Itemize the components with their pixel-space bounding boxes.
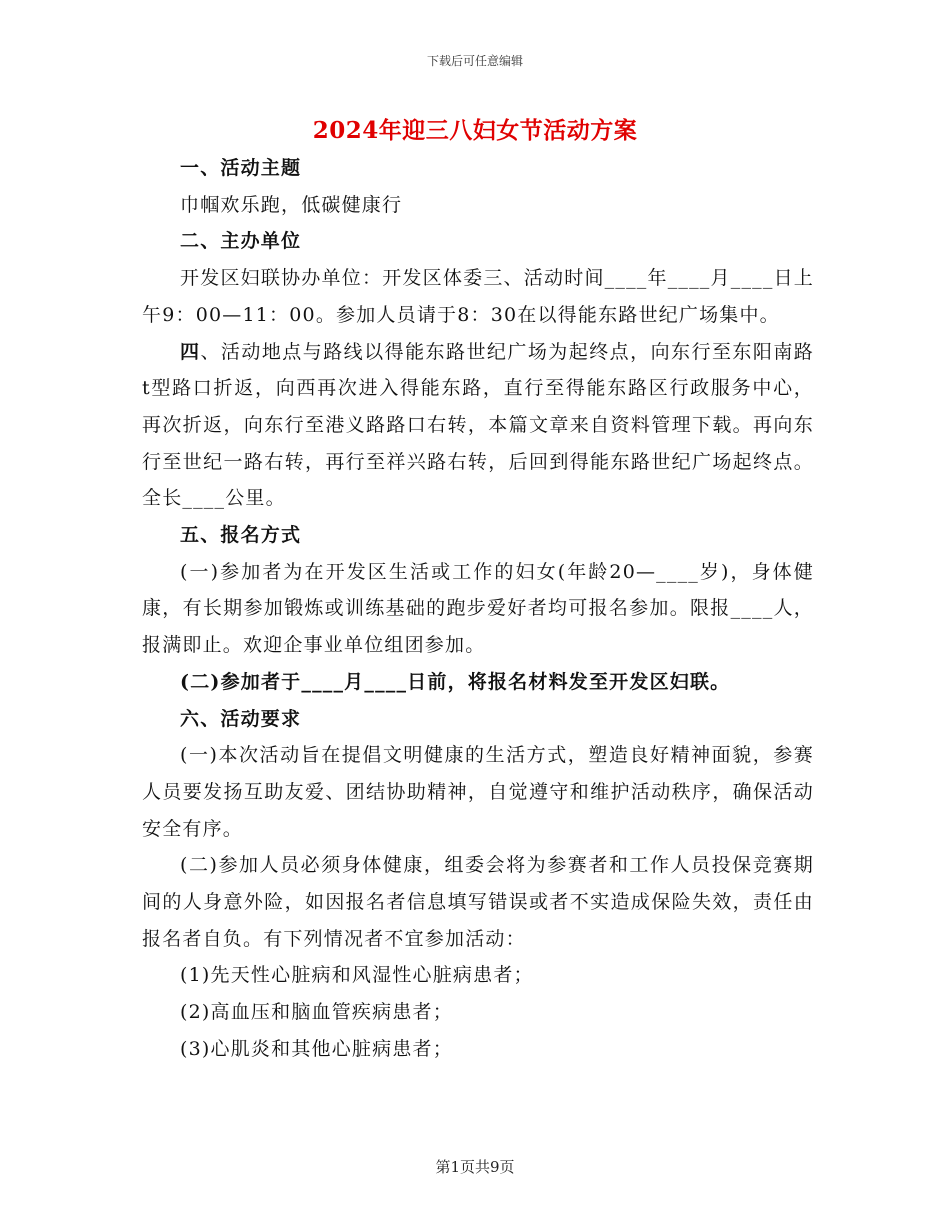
section-label-four: 四 xyxy=(180,340,201,363)
header-note: 下载后可任意编辑 xyxy=(426,54,523,68)
section-heading-registration: 五、报名方式 xyxy=(180,524,302,547)
section-heading-theme: 一、活动主题 xyxy=(180,157,302,179)
paragraph-registration-2: (二)参加者于____月____日前，将报名材料发至开发区妇联。 xyxy=(180,670,731,693)
route-text: 、活动地点与路线以得能东路世纪广场为起终点，向东行至东阳南路t型路口折返，向西再次进入得能东路，直行至得能东路区行政服务中心，再次折返，向东行至港义路路口右转，本篇文章来自资料管理下载。再向东行至世纪一路右转，再行至祥兴路右转，后回到得能东路世纪广场起终点。全长____公里。 xyxy=(142,340,814,510)
list-item-condition-3: (3)心肌炎和其他心脏病患者； xyxy=(180,1037,453,1060)
document-title: 2024年迎三八妇女节活动方案 xyxy=(312,117,638,144)
list-item-condition-2: (2)高血压和脑血管疾病患者； xyxy=(180,1001,453,1024)
paragraph-registration-1: (一)参加者为在开发区生活或工作的妇女(年龄20—____岁)，身体健康，有长期参加锻炼或训练基础的跑步爱好者均可报名参加。限报____人，报满即止。欢迎企事业单位组团参加。 xyxy=(142,560,814,657)
paragraph-route xyxy=(142,334,814,518)
paragraph-organizer: 开发区妇联协办单位：开发区体委三、活动时间____年____月____日上午9：00—11：00。参加人员请于8：30在以得能东路世纪广场集中。 xyxy=(142,267,814,326)
list-item-condition-1: (1)先天性心脏病和风湿性心脏病患者； xyxy=(180,964,534,987)
section-heading-requirements: 六、活动要求 xyxy=(180,707,302,730)
paragraph-requirements-2: (二)参加人员必须身体健康，组委会将为参赛者和工作人员投保竞赛期间的人身意外险，如因报名者信息填写错误或者不实造成保险失效，责任由报名者自负。有下列情况者不宜参加活动： xyxy=(142,854,814,950)
page-footer: 第1页共9页 xyxy=(435,1158,515,1176)
paragraph-requirements-1: (一)本次活动旨在提倡文明健康的生活方式，塑造良好精神面貌，参赛人员要发扬互助友爱、团结协助精神，自觉遵守和维护活动秩序，确保活动安全有序。 xyxy=(142,744,814,840)
document-body xyxy=(142,150,814,1068)
paragraph-theme: 巾帼欢乐跑，低碳健康行 xyxy=(180,193,403,216)
section-heading-organizer: 二、主办单位 xyxy=(180,230,302,253)
